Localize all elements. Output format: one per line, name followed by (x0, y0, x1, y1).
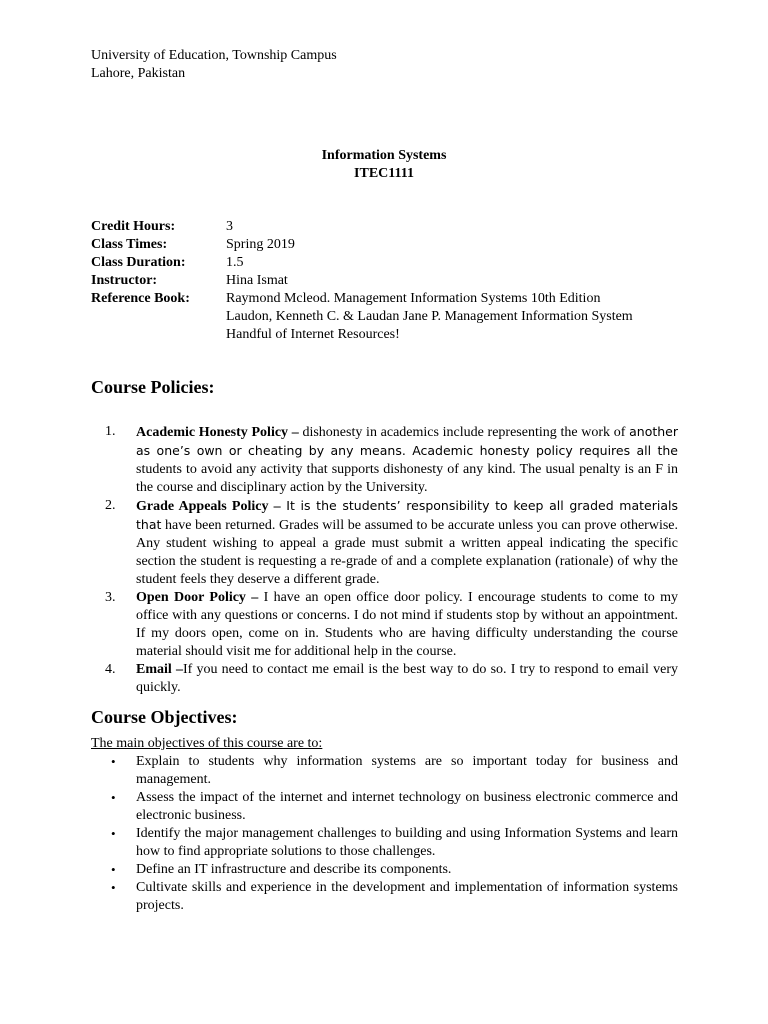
policy-item (105, 423, 678, 497)
bullet-icon: • (111, 862, 116, 877)
info-row-reference-book (91, 290, 633, 344)
policy-text: dishonesty in academics include representing the work of (298, 425, 630, 440)
objective-text: Cultivate skills and experience in the development and implementation of information systems projects. (136, 880, 678, 913)
policy-text: It is the students’ responsibility to keep all graded materials that (136, 498, 678, 532)
policy-text: have been returned. Grades will be assumed to be accurate unless you can prove otherwise. Any student wishing to appeal a grade must submit a written appeal indicating the specific section the student is requesting a re-grade of and a complete explanation (rationale) of why the student feels they deserve a different grade. (136, 518, 678, 587)
policy-title: Open Door Policy – (136, 590, 259, 605)
course-code: ITEC1111 (354, 166, 414, 181)
objective-text: Define an IT infrastructure and describe its components. (136, 862, 452, 877)
info-label: Class Times: (91, 237, 168, 252)
info-row-instructor (91, 272, 633, 290)
info-label: Class Duration: (91, 255, 186, 270)
objectives-list (105, 753, 678, 915)
policy-text: I have an open office door policy. I encourage students to come to my office with any questions or concerns. I do not mind if students stop by without an appointment. If my doors open, come on in. Students who are having difficulty understanding the course material should visit me for additional help in the course. (136, 590, 678, 659)
reference-list (226, 290, 633, 344)
info-value: 1.5 (226, 255, 244, 270)
institution-header (91, 47, 337, 83)
objectives-heading: Course Objectives: (91, 707, 238, 727)
info-value: 3 (226, 219, 233, 234)
objective-item (105, 879, 678, 915)
objective-text: Assess the impact of the internet and internet technology on business electronic commerce and electronic business. (136, 790, 678, 823)
policy-number: 4. (105, 662, 116, 677)
bullet-icon: • (111, 754, 116, 769)
info-label: Reference Book: (91, 291, 190, 306)
info-row-class-duration (91, 254, 633, 272)
policy-number: 1. (105, 424, 116, 439)
reference-item: Handful of Internet Resources! (226, 327, 400, 342)
bullet-icon: • (111, 880, 116, 895)
objective-item (105, 753, 678, 789)
objectives-intro: The main objectives of this course are to: (91, 736, 323, 751)
objective-item (105, 825, 678, 861)
course-title-block (0, 147, 768, 183)
policy-title: Email – (136, 662, 183, 677)
institution-location: Lahore, Pakistan (91, 66, 186, 81)
policy-title: Academic Honesty Policy – (136, 425, 299, 440)
policy-number: 2. (105, 498, 116, 513)
info-row-credit-hours (91, 218, 633, 236)
policy-text: If you need to contact me email is the best way to do so. I try to respond to email very quickly. (136, 662, 678, 695)
institution-name: University of Education, Township Campus (91, 48, 337, 63)
policy-number: 3. (105, 590, 116, 605)
policy-item (105, 661, 678, 697)
policy-text: another as one’s own or cheating by any means. Academic honesty policy requires all the (136, 424, 678, 458)
reference-item: Raymond Mcleod. Management Information Systems 10th Edition (226, 291, 601, 306)
info-label: Credit Hours: (91, 219, 176, 234)
objective-text: Identify the major management challenges to building and using Information Systems and learn how to find appropriate solutions to those challenges. (136, 826, 678, 859)
policy-text: students to avoid any activity that supports dishonesty of any kind. The usual penalty is an F in the course and disciplinary action by the University. (136, 462, 678, 495)
policy-item (105, 497, 678, 589)
policies-list (105, 423, 678, 697)
course-info-table (91, 218, 633, 344)
policies-heading: Course Policies: (91, 377, 215, 397)
bullet-icon: • (111, 826, 116, 841)
info-row-class-times (91, 236, 633, 254)
bullet-icon: • (111, 790, 116, 805)
objective-item (105, 861, 678, 879)
reference-item: Laudon, Kenneth C. & Laudan Jane P. Management Information System (226, 309, 633, 324)
info-value: Hina Ismat (226, 273, 288, 288)
course-title: Information Systems (321, 148, 447, 163)
policy-item (105, 589, 678, 661)
objective-item (105, 789, 678, 825)
policy-title: Grade Appeals Policy – (136, 499, 281, 514)
info-label: Instructor: (91, 273, 158, 288)
info-value: Spring 2019 (226, 237, 295, 252)
objective-text: Explain to students why information systems are so important today for business and management. (136, 754, 678, 787)
